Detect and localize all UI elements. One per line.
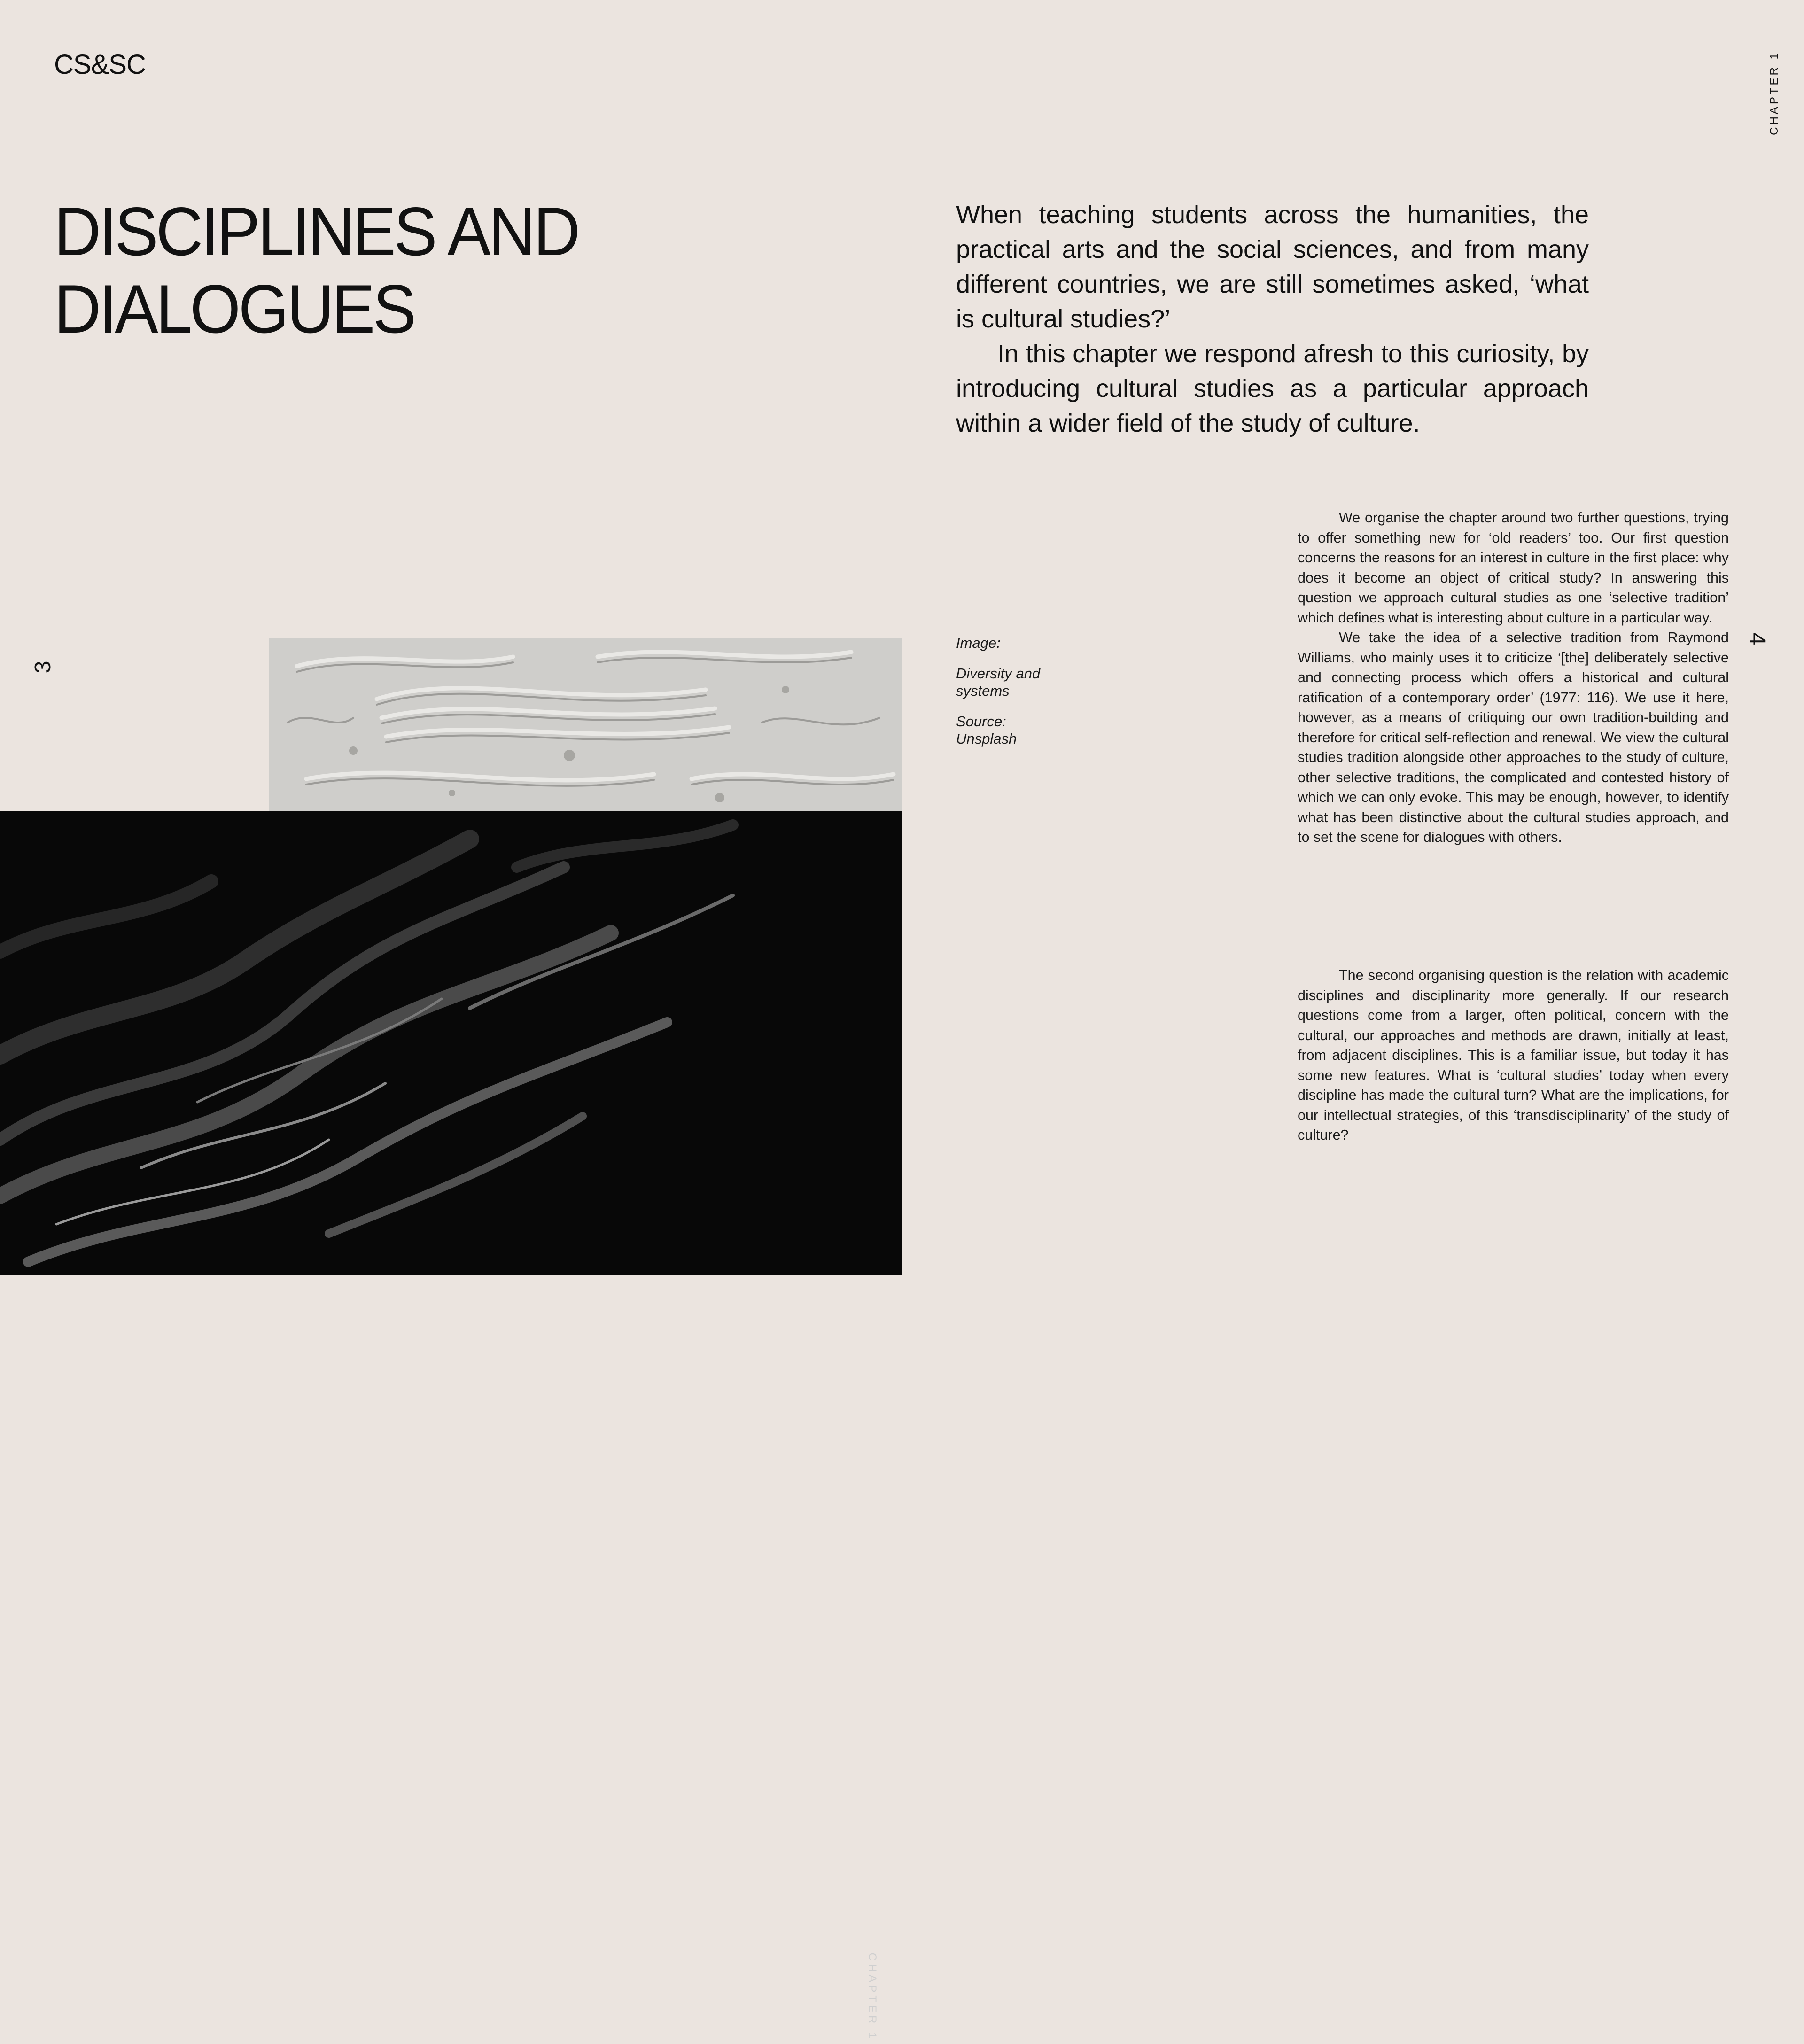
title-line-1: DISCIPLINES AND <box>54 193 578 270</box>
caption-title-line-2: systems <box>956 683 1010 699</box>
chapter-label-image <box>863 1950 881 2044</box>
plaster-texture-graphic <box>269 638 902 811</box>
plaster-texture-image <box>269 638 902 811</box>
chapter-label-text: CHAPTER 1 <box>1768 51 1781 135</box>
body-paragraph-3: The second organising question is the relation with academic disciplines and disciplinarity more generally. If our research questions come from a larger, often political, concern with the cultural, our approaches and methods are drawn, initially at least, from adjacent disciplines. This is a familiar issue, but today it has some new features. What is ‘cultural studies’ today when every discipline has made the cultural turn? What are the implications, for our intellectual strategies, of this ‘transdisciplinarity’ of the study of culture? <box>1298 967 1729 1143</box>
intro-paragraph-2: In this chapter we respond afresh to this curiosity, by introducing cultural studies as a particular approach within a wider field of the study of culture. <box>956 340 1589 437</box>
logo: CS&SC <box>54 49 146 80</box>
dark-rock-graphic <box>0 811 902 1275</box>
caption-label: Image: <box>956 635 1001 651</box>
page-number-right <box>1745 625 1770 653</box>
body-paragraph-2: We take the idea of a selective tradition from Raymond Williams, who mainly uses it to criticize ‘[the] deliberately selective and connecting process which offers a historical and cultural ratification of a contemporary order’ (1977: 116). We use it here, however, as a means of critiquing our own tradition-building and therefore for critical self-reflection and renewal. We view the cultural studies tradition alongside other approaches to the study of culture, other selective traditions, the complicated and contested history of which we can only evoke. This may be enough, however, to identify what has been distinctive about the cultural studies approach, and to set the scene for dialogues with others. <box>1298 630 1729 845</box>
chapter-label-image-text: CHAPTER 1 <box>866 1952 879 2042</box>
body-text-column-bottom <box>1298 965 1729 1145</box>
chapter-label-top <box>1767 51 1781 135</box>
caption-source <box>956 713 1078 747</box>
caption-source-label: Source: <box>956 713 1006 730</box>
page-number-left-text: 3 <box>31 661 55 674</box>
caption-title <box>956 665 1078 699</box>
body-paragraph-1: We organise the chapter around two further questions, trying to offer something new for ‘old readers’ too. Our first question concerns the reasons for an interest in culture in the first place: why does it become an object of critical study? In answering this question we approach cultural studies as one ‘selective tradition’ which defines what is interesting about culture in a particular way. <box>1298 510 1729 626</box>
page-number-left <box>31 653 55 681</box>
page-title <box>54 193 578 348</box>
image-caption <box>956 634 1078 761</box>
caption-title-line-1: Diversity and <box>956 665 1041 682</box>
intro-paragraph-1: When teaching students across the humanities, the practical arts and the social sciences, and from many different countries, we are still sometimes asked, ‘what is cultural studies?’ <box>956 201 1589 333</box>
intro-text <box>956 197 1589 441</box>
title-line-2: DIALOGUES <box>54 271 414 347</box>
body-text-column-top <box>1298 508 1729 847</box>
page-number-right-text: 4 <box>1745 632 1770 645</box>
dark-rock-image <box>0 811 902 2042</box>
caption-source-value: Unsplash <box>956 731 1017 747</box>
